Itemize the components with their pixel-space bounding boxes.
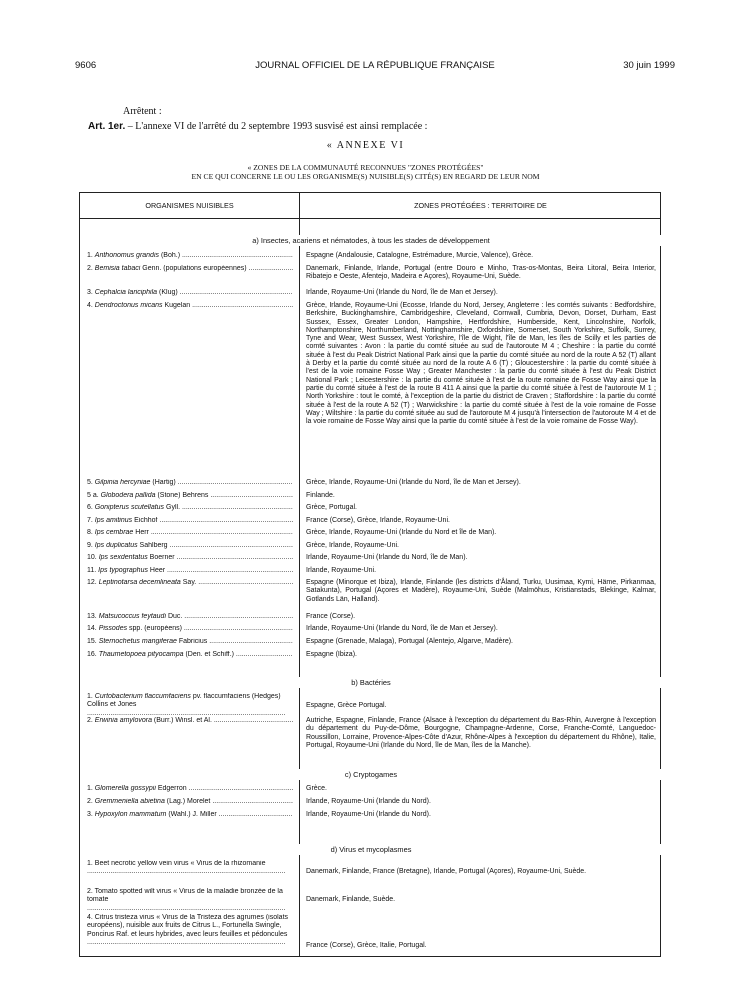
organism-name: Sternochetus mangiferae (98, 638, 177, 645)
section-title: d) Virus et mycoplasmes (80, 844, 662, 855)
organism-name: Cephalcia lariciphila (94, 289, 158, 296)
organism-number: 2. (87, 888, 95, 895)
organism-name: Ips sexdentatus (98, 554, 148, 561)
protected-zone-cell: Irlande, Royaume-Uni (Irlande du Nord). (306, 811, 431, 818)
journal-title: JOURNAL OFFICIEL DE LA RÉPUBLIQUE FRANÇAISE (255, 60, 495, 71)
protected-zone-cell: Irlande, Royaume-Uni (Irlande du Nord, île de Man). (306, 554, 468, 561)
organism-number: 15. (87, 638, 99, 645)
organism-number: 1. (87, 252, 95, 259)
organism-author: (Den. et Schiff.) (183, 651, 234, 658)
organism-cell (87, 860, 293, 877)
organism-cell (87, 717, 293, 725)
protected-zone-cell: France (Corse). (306, 613, 356, 620)
organism-cell (87, 252, 293, 260)
protected-zone-cell: Espagne (Grenade, Malaga), Portugal (Alentejo, Algarve, Madère). (306, 638, 514, 645)
protected-zone-cell: Grèce, Irlande, Royaume-Uni (Irlande du Nord, île de Man et Jersey). (306, 479, 521, 486)
organism-number: 2. (87, 798, 95, 805)
organism-author: Fabricius (176, 638, 208, 645)
intro-line-2: EN CE QUI CONCERNE LE OU LES ORGANISME(S) NUISIBLE(S) CITÉ(S) EN REGARD DE LEUR NOM (191, 172, 540, 181)
organism-name: Ips cembrae (94, 529, 134, 536)
article-1 (88, 121, 427, 132)
protected-zone-cell: Irlande, Royaume-Uni (Irlande du Nord, île de Man et Jersey). (306, 625, 498, 632)
organism-cell (87, 504, 293, 512)
organism-cell (87, 554, 293, 562)
organism-number: 10. (87, 554, 99, 561)
organism-number: 8. (87, 529, 95, 536)
column-divider (299, 193, 300, 956)
organism-author: Tomato spotted wilt virus « Virus de la maladie bronzée de la tomate (87, 888, 283, 904)
protected-zone-cell: Danemark, Finlande, Irlande, Portugal (entre Douro e Minho, Tras-os-Montas, Beira Litoral, Beira Interior, Ribatejo e Oeste, Afentejo, Madeira e Açores), Royaume-Uni, Suède. (306, 265, 656, 281)
organism-cell (87, 579, 293, 587)
section-title: c) Cryptogames (80, 769, 662, 780)
annexe-title: « ANNEXE VI (326, 140, 405, 151)
organism-name: Anthonomus grandis (94, 252, 160, 259)
organism-number: 5. (87, 479, 95, 486)
protected-zone-cell: Grèce, Portugal. (306, 504, 357, 511)
protected-zone-cell: Grèce, Irlande, Royaume-Uni (Ecosse, Irlande du Nord, Jersey, Angleterre : les comtés suivants : Bedfordshire, Berkshire, Buckinghamshire, Cambridgeshire, Cleveland, Cornwall, Cumbria, Devon, Dorset, Durham, East Sussex, Essex, Greater London, Hampshire, Hertfordshire, Humberside, Kent, Lincolnshire, Norfolk, Northamptonshire, Northumberland, Nottinghamshire, Oxfordshire, Somerset, South Yorkshire, Suffolk, Surrey, Tyne and Wear, West Sussex, West Yorkshire, l'île de Wight, l'île de Man, les îles de Scilly et les parties de comté suivantes : Avon : la partie du comté située au sud de l'autoroute M 4 ; Cheshire : la partie du comté située à l'est du Peak District National Park ainsi que la partie du comté située au nord de la route A 52 (T) allant à Derby et la partie du comté située au nord de la route A 6 (T) ; Gloucestershire : la partie du comté située à l'est de la voie romaine Fosse Way ; Greater Manchester : la partie du comté située à l'est du Peak District National Park ; Leicestershire : la partie du comté située à l'est de la route romaine de Fosse Way ainsi que la partie du comté située à l'est de la route B 411 A ainsi que la partie du comté située à l'est de l'autoroute M 1 ; North Yorkshire : tout le comté, à l'exception de la partie du district de Craven ; Staffordshire : la partie du comté située à l'est de la route A 52 (T) ; Warwickshire : la partie du comté située à l'est de la voie romaine de Fosse Way ; Wiltshire : la partie du comté située au sud de l'autoroute M 4 jusqu'à l'intersection de l'autoroute M 4 et de la voie romaine de Fosse Way ainsi que la partie du comté située à l'est de la voie romaine de Fosse Way). (306, 302, 656, 426)
organism-name: Gonipterus scutellatus (94, 504, 165, 511)
organism-author: Eichhof (132, 517, 158, 524)
protected-zone-cell: Espagne (Andalousie, Catalogne, Estrémadure, Murcie, Valence), Grèce. (306, 252, 534, 259)
organism-author: Edgerron (155, 785, 187, 792)
organism-number: 3. (87, 289, 95, 296)
organism-author: Duc. (166, 613, 183, 620)
organism-author: Citrus tristeza virus « Virus de la Tristeza des agrumes (isolats européens), nuisible aux fruits de Citrus L., Fortunella Swingle, Poncirus Raf. et leurs hybrides, avec leurs feuilles et pédoncules (87, 914, 289, 938)
section-title: b) Bactéries (80, 677, 662, 688)
organism-name: Bemisia tabaci (94, 265, 141, 272)
organism-cell (87, 798, 293, 806)
protected-zone-cell: Autriche, Espagne, Finlande, France (Alsace à l'exception du département du Bas-Rhin, Auvergne à l'exception du département du Puy-de-Dôme, Bourgogne, Champagne-Ardenne, Corse, Franche-Comté, Languedoc-Roussillon, Lorraine, Provence-Alpes-Côte d'Azur, Rhône-Alpes à l'exception du département du Rhône), Italie, Portugal, Royaume-Uni (Irlande du Nord, île de Man, îles de la Manche). (306, 717, 656, 749)
organism-number: 1. (87, 785, 95, 792)
organism-name: Erwinia amylovora (94, 717, 152, 724)
publication-date: 30 juin 1999 (623, 60, 675, 71)
organism-cell (87, 542, 293, 550)
organism-author: Say. (180, 579, 197, 586)
intro-line-1: « ZONES DE LA COMMUNAUTÉ RECONNUES "ZONES PROTÉGÉES" (247, 163, 484, 172)
article-label: Art. 1er. (88, 121, 126, 132)
organism-number: 14. (87, 625, 99, 632)
organism-number: 5 a. (87, 492, 101, 499)
organism-number: 6. (87, 504, 95, 511)
protected-zone-cell: Espagne, Grèce Portugal. (306, 702, 387, 709)
organism-cell (87, 289, 293, 297)
article-text: – L'annexe VI de l'arrêté du 2 septembre 1993 susvisé est ainsi remplacée : (127, 121, 428, 132)
organism-number: 1. (87, 693, 95, 700)
organism-author: (Boh.) (159, 252, 181, 259)
organism-cell (87, 888, 293, 913)
protected-zone-cell: Grèce. (306, 785, 328, 792)
col-header-zones: ZONES PROTÉGÉES : TERRITOIRE DE (414, 201, 547, 210)
organism-number: 12. (87, 579, 99, 586)
organism-name: Matsucoccus feytaudi (98, 613, 166, 620)
organism-name: Curtobacterium flaccumfaciens (94, 693, 191, 700)
organism-author: (Burr.) Winsl. et Al. (151, 717, 212, 724)
organism-name: Glomerella gossypii (94, 785, 156, 792)
organism-name: Thaumetopoea pityocampa (98, 651, 184, 658)
organism-number: 3. (87, 811, 95, 818)
organism-number: 16. (87, 651, 99, 658)
organism-number: 1. (87, 860, 95, 867)
organism-cell (87, 265, 293, 273)
protected-zone-cell: Grèce, Irlande, Royaume-Uni. (306, 542, 399, 549)
organism-author: Boerner (147, 554, 175, 561)
annexe-table (79, 192, 661, 957)
organism-cell (87, 529, 293, 537)
protected-zone-cell: France (Corse), Grèce, Irlande, Royaume-Uni. (306, 517, 450, 524)
organism-number: 9. (87, 542, 95, 549)
organism-name: Ips typographus (98, 567, 148, 574)
organism-author: Heer (147, 567, 166, 574)
organism-name: Ips amitinus (94, 517, 133, 524)
protected-zone-cell: Grèce, Irlande, Royaume-Uni (Irlande du Nord et île de Man). (306, 529, 497, 536)
protected-zone-cell: France (Corse), Grèce, Italie, Portugal. (306, 942, 427, 949)
organism-number: 2. (87, 265, 95, 272)
protected-zone-cell: Danemark, Finlande, France (Bretagne), Irlande, Portugal (Açores), Royaume-Uni, Suède. (306, 868, 587, 875)
protected-zone-cell: Irlande, Royaume-Uni. (306, 567, 377, 574)
organism-author: pv. flaccumfaciens (Hedges) Collins et Jones (87, 693, 281, 709)
organism-number: 4. (87, 302, 95, 309)
protected-zone-cell: Danemark, Finlande, Suède. (306, 896, 396, 903)
organism-author: Herr (133, 529, 149, 536)
organism-cell (87, 785, 293, 793)
organism-cell (87, 492, 293, 500)
section-title: a) Insectes, acariens et nématodes, à tous les stades de développement (80, 235, 662, 246)
organism-name: Dendroctonus micans (94, 302, 163, 309)
protected-zone-cell: Finlande. (306, 492, 335, 499)
arretent-text: Arrêtent : (123, 106, 162, 117)
protected-zone-cell: Irlande, Royaume-Uni (Irlande du Nord, île de Man et Jersey). (306, 289, 498, 296)
page-number: 9606 (75, 60, 97, 71)
organism-name: Globodera pallida (100, 492, 156, 499)
organism-cell (87, 479, 293, 487)
organism-number: 4. (87, 914, 95, 921)
organism-cell (87, 613, 293, 621)
protected-zone-cell: Espagne (Minorque et Ibiza), Irlande, Finlande (les districts d'Åland, Turku, Uusimaa, Kymi, Häme, Pirkanmaa, Satakunta), Portugal (Açores et Madère), Royaume-Uni, Suède (Malmöhus, Kristianstads, Blekinge, Kalmar, Gotlands Län, Halland). (306, 579, 656, 603)
organism-name: Leptinotarsa decemlineata (98, 579, 181, 586)
organism-number: 13. (87, 613, 99, 620)
organism-author: Sahlberg (137, 542, 168, 549)
organism-name: Gilpinia hercyniae (94, 479, 151, 486)
organism-author: (Wahl.) J. Miller (166, 811, 217, 818)
organism-author: (Stone) Behrens (155, 492, 209, 499)
organism-number: 2. (87, 717, 95, 724)
organism-cell (87, 651, 293, 659)
protected-zone-cell: Espagne (Ibiza). (306, 651, 357, 658)
organism-author: (Lag.) Morelet (164, 798, 211, 805)
organism-author: Kugelan (162, 302, 191, 309)
organism-cell (87, 811, 293, 819)
organism-cell (87, 567, 293, 575)
header-divider (80, 218, 660, 219)
organism-name: Hypoxylon mammatum (94, 811, 167, 818)
organism-name: Pissodes (98, 625, 128, 632)
organism-author: Gyll. (164, 504, 181, 511)
organism-author: Genn. (populations européennes) (140, 265, 247, 272)
organism-cell (87, 517, 293, 525)
organism-cell (87, 638, 293, 646)
protected-zone-cell: Irlande, Royaume-Uni (Irlande du Nord). (306, 798, 431, 805)
organism-name: Gremmeniella abietina (94, 798, 165, 805)
annexe-intro (0, 163, 731, 181)
organism-number: 7. (87, 517, 95, 524)
organism-author: spp. (européens) (127, 625, 182, 632)
organism-author: (Klug) (157, 289, 178, 296)
organism-author: Beet necrotic yellow vein virus « Virus de la rhizomanie (94, 860, 266, 867)
organism-author: (Hartig) (150, 479, 176, 486)
organism-cell (87, 625, 293, 633)
organism-number: 11. (87, 567, 99, 574)
organism-cell (87, 302, 293, 310)
organism-cell (87, 693, 293, 718)
col-header-organisms: ORGANISMES NUISIBLES (145, 201, 234, 210)
organism-cell (87, 914, 293, 947)
organism-name: Ips duplicatus (94, 542, 138, 549)
